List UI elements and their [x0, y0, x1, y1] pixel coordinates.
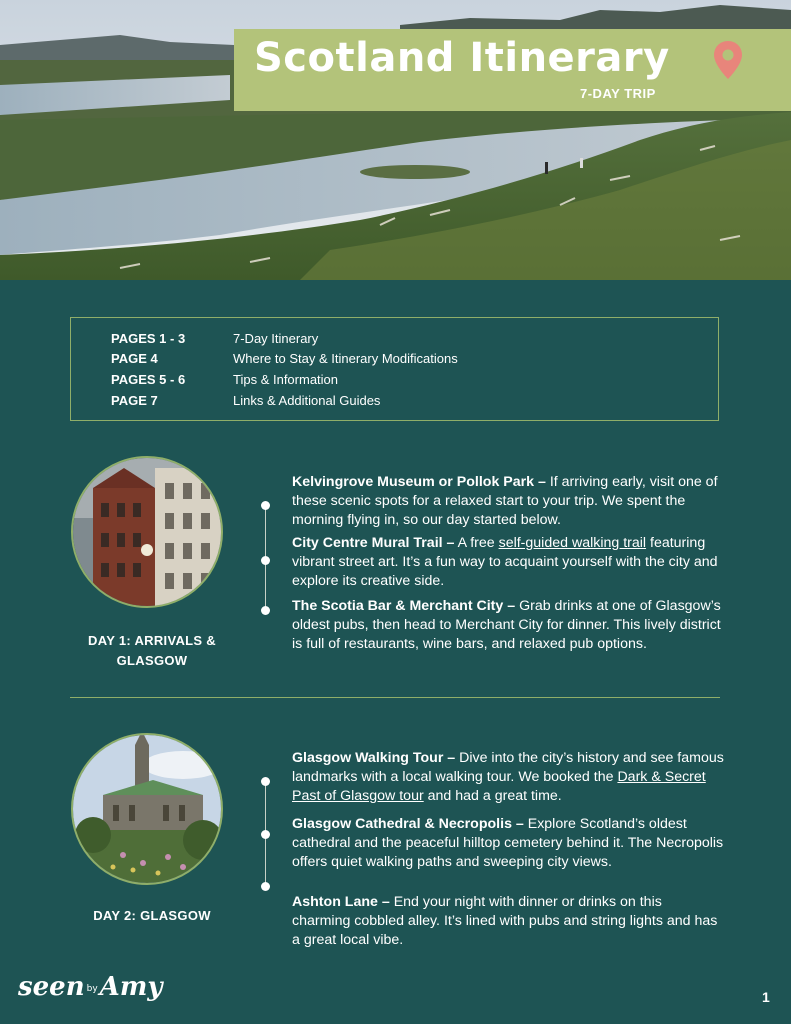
itinerary-entry	[292, 893, 724, 950]
itinerary-entry	[292, 749, 724, 806]
entry-title: Kelvingrove Museum or Pollok Park –	[292, 474, 546, 490]
table-of-contents	[70, 317, 719, 421]
entry-text: and had a great time.	[423, 788, 562, 804]
timeline-dot	[261, 830, 270, 839]
entry-text: End your night with dinner or drinks on this charming cobbled alley. It’s lined with pubs and string lights and has a great local vibe.	[292, 894, 718, 948]
toc-label: 7-Day Itinerary	[233, 331, 319, 346]
day-label-line: DAY 1: ARRIVALS &	[88, 633, 216, 648]
day-label-line: GLASGOW	[116, 653, 188, 668]
timeline-dot	[261, 501, 270, 510]
entry-title: City Centre Mural Trail –	[292, 535, 455, 551]
entry-text: Grab drinks at one of Glasgow’s oldest pubs, then head to Merchant City for dinner. This lively district is full of restaurants, wine bars, and relaxed pub options.	[292, 598, 721, 652]
toc-label: Links & Additional Guides	[233, 393, 381, 408]
timeline-dot	[261, 556, 270, 565]
entry-text: If arriving early, visit one of these scenic spots for a relaxed start to your trip. We spent the morning flying in, so our day started below.	[292, 474, 718, 528]
glasgow-buildings-photo	[71, 456, 223, 608]
toc-label: Where to Stay & Itinerary Modifications	[233, 351, 458, 366]
day-1-label	[72, 631, 232, 671]
itinerary-entry	[292, 473, 724, 530]
toc-pages: PAGES 1 - 3	[111, 331, 186, 346]
entry-title: Glasgow Walking Tour –	[292, 750, 456, 766]
entry-text: featuring vibrant street art. It’s a fun way to acquaint yourself with the city and explore its creative side.	[292, 535, 718, 589]
walking-tour-link[interactable]: Dark & Secret Past of Glasgow tour	[292, 769, 706, 804]
toc-pages: PAGE 4	[111, 351, 158, 366]
section-divider	[70, 697, 720, 698]
entry-text: Explore Scotland’s oldest cathedral and the peaceful hilltop cemetery behind it. The Necropolis offers quiet walking paths and sweeping city views.	[292, 816, 724, 870]
map-pin-icon	[712, 39, 744, 86]
timeline-dot	[261, 882, 270, 891]
entry-title: The Scotia Bar & Merchant City –	[292, 598, 516, 614]
itinerary-entry	[292, 815, 724, 872]
day-2-label: DAY 2: GLASGOW	[93, 908, 211, 923]
toc-label: Tips & Information	[233, 372, 339, 387]
trip-duration: 7-DAY TRIP	[580, 86, 656, 101]
timeline-dot	[261, 606, 270, 615]
itinerary-entry	[292, 597, 724, 654]
itinerary-entry	[292, 534, 724, 591]
title-banner	[234, 29, 791, 111]
seen-by-amy-logo: seen byAmy	[18, 972, 163, 1002]
timeline-dot	[261, 777, 270, 786]
entry-text: A free	[454, 535, 499, 551]
toc-pages: PAGE 7	[111, 393, 158, 408]
entry-text: Dive into the city’s history and see famous landmarks with a local walking tour. We booked the	[292, 750, 724, 785]
page-number: 1	[762, 989, 770, 1005]
entry-title: Glasgow Cathedral & Necropolis –	[292, 816, 524, 832]
walking-trail-link[interactable]: self-guided walking trail	[498, 535, 647, 551]
page-title: Scotland Itinerary	[254, 35, 670, 81]
entry-title: Ashton Lane –	[292, 894, 390, 910]
toc-pages: PAGES 5 - 6	[111, 372, 186, 387]
glasgow-cathedral-photo	[71, 733, 223, 885]
